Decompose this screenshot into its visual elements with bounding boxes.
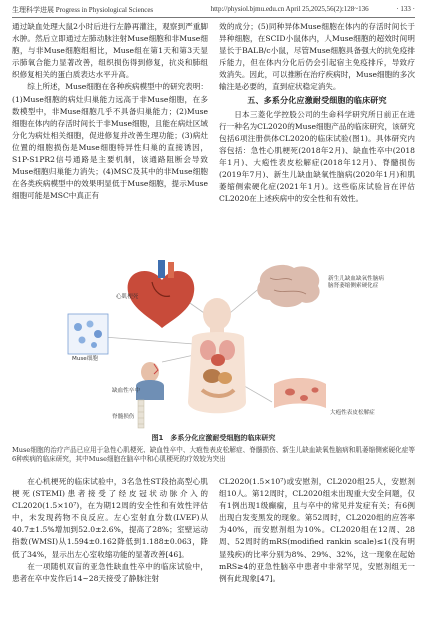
paragraph: 通过缺血处理大鼠2小时后进行左静再灌注，观察到严重脚水肿。然后立即通过左肺动脉注射Muse细胞和非Muse细胞，与非Muse细胞组相比，Muse组在第1天和第3天显示肺氧合能力显著改善，组织损伤得到修复，抗炎和肺组织修复相关的蛋白质表达水平升高。 [12,22,208,80]
paragraph: 综上所述，Muse细胞在各种疾病模型中的研究表明：(1)Muse细胞的病灶归巢能力远高于非Muse细胞，在多数模型中，非Muse细胞几乎不具备归巢能力；(2)Muse细胞在体内的存活时间长于非Muse细胞，且能在病灶区域分化为病灶相关细胞，促进修复并改善生理功能；(3)病灶位置的细胞损伤是Muse细胞特异性归巢的直接诱因，S1P-S1PR2信号通路是主要机制，该通路阻断会导致Muse细胞归巢能力消失；(4)MSC及其中的非Muse细胞在各类疾病模型中的效果明显低于Muse细胞，提示Muse细胞可能是MSC中真正有 [12,82,208,201]
stroke-icon [136,362,164,400]
spine-icon [138,400,144,428]
human-body-icon [188,298,246,413]
text-column-lower-left [12,476,208,585]
text-column-upper-right [219,21,415,205]
label-epidermolysis-bullosa: 大疱性表皮松解症 [330,410,375,416]
paragraph: 在心机梗死的临床试验中，3名急性ST段抬高型心肌梗死(STEMI)患者接受了经皮冠状动脉介入的CL2020(1.5×10⁷)，在为期12周的安全性和有效性评估中，未发现药物不良反应。左心室射血分数(LVEF)从40.7±1.5%增加到52.0±2.6%，提高了28%；室壁运动指数(WMSI)从1.594±0.162降低到1.188±0.063，降低了34%，显示出左心室收缩功能的显著改善[46]。 [12,477,208,559]
muse-cell-icon [68,314,108,354]
text-column-lower-right [219,476,415,585]
header-rule [12,17,415,18]
figure-caption [12,434,415,464]
paragraph: 效的成分；(5)同种异体Muse细胞在体内的存活时间长于异种细胞，在SCID小鼠体内，人Muse细胞的超效时间明显长于BALB/c小鼠，尽管Muse细胞具备强大的抗免疫排斥能力，但在体内分化后仍会引起宿主免疫排斥，导致疗效消失。因此，可以推断在治疗疾病时，Muse细胞的多次输注是必要的，直到症状稳定消失。 [219,22,415,92]
label-myocardial-infarction: 心肌梗死 [116,294,139,300]
paragraph: 在一项随机双盲的亚急性缺血性卒中的临床试验中，患者在卒中发作后14~28天接受了静脉注射 [12,561,208,583]
running-header [12,5,415,17]
paragraph: 日本三菱化学控股公司的生命科学研究所日前正在进行一种名为CL2020的Muse细胞产品的临床研究，该研究包括6项注册供体CL2020的临床试验(图1)。具体研究内容包括：急性心肌梗死(2018年2月)、缺血性卒中(2018年1月)、大疱性表皮松解症(2018年12月)、脊髓损伤(2019年7月)、新生儿缺血缺氧性脑病(2020年1月)和肌萎缩侧索硬化症(2021年1月)。这些临床试验旨在评估CL2020在上述疾病中的安全性和有效性。 [219,109,415,204]
text-column-upper-left [12,21,208,202]
caption-body: Muse细胞的治疗产品已应用于急性心肌梗死、缺血性卒中、大疱性表皮松解症、脊髓损伤、新生儿缺血缺氧性脑病和肌萎缩侧索硬化症等6种疾病的临床研究，其中Muse细胞在脑卒中和心肌梗死的疗效较为突出 [12,446,415,463]
label-spinal-cord-injury: 脊髓损伤 [112,414,135,420]
skin-icon [274,378,326,408]
figure-1 [12,252,415,430]
label-neonatal-hie-als: 新生儿缺血缺氧性脑病 脑肾萎缩侧索硬化症 [328,276,384,289]
url-date: http://physiol.bjmu.edu.cn April 25,2025,56(2):128~136 [210,5,369,13]
journal-title: 生理科学进展 Progress in Physiological Sciences [12,6,154,14]
section-heading: 五、多系分化应激耐受细胞的临床研究 [247,95,387,105]
label-ischemic-stroke: 缺血性卒中 [112,388,140,394]
caption-title: 图1 多系分化应激耐受细胞的临床研究 [151,434,276,442]
brain-icon [257,265,319,307]
page-number: · 133 · [396,5,415,13]
label-muse-cells: Muse细胞 [72,356,98,362]
paragraph: CL2020(1.5×10⁷)或安慰剂，CL2020组25人，安慰剂组10人。第12周时，CL2020组未出现重大安全问题，仅有1例出现1级癫痫，且与卒中的常见并发症有关；有6例出现白发变黑发的现象。第52周时，CL2020组的应答率为40%，而安慰剂组为10%。CL2020组在12周、28周、52周时的mRS(modified rankin scale)≤1(没有明显残疾)的比率分别为8%、29%、32%，这一现象在起始mRS≥4的亚急性脑卒中患者中非常罕见，安慰剂组无一例有此现象[47]。 [219,477,415,583]
